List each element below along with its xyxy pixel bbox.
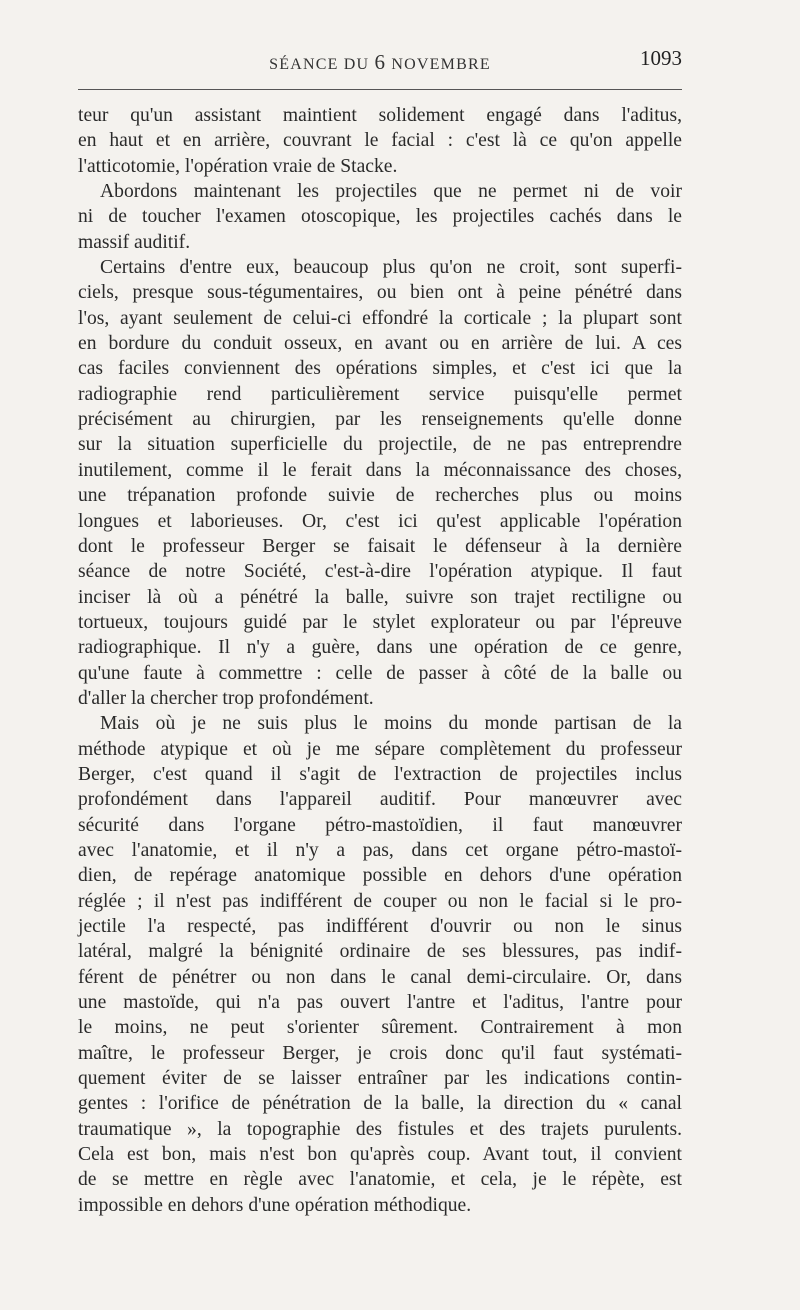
running-head — [78, 50, 682, 75]
text-line: inciser là où a pénétré la balle, suivre son trajet rectiligne ou — [78, 586, 682, 608]
text-line: Berger, c'est quand il s'agit de l'extraction de projectiles inclus — [78, 763, 682, 785]
text-line: d'aller la chercher trop profondément. — [78, 687, 374, 709]
text-line: en bordure du conduit osseux, en avant ou en arrière de lui. A ces — [78, 333, 682, 355]
text-line: jectile l'a respecté, pas indifférent d'ouvrir ou non le sinus — [78, 916, 682, 937]
text-line: traumatique », la topographie des fistules et des trajets purulents. — [78, 1118, 682, 1140]
text-line: férent de pénétrer ou non dans le canal demi-circulaire. Or, dans — [78, 966, 682, 988]
text-line: sur la situation superficielle du projectile, de ne pas entreprendre — [78, 434, 682, 456]
text-line: dien, de repérage anatomique possible en dehors d'une opération — [78, 865, 682, 887]
text-line: ni de toucher l'examen otoscopique, les projectiles cachés dans le — [78, 206, 682, 228]
text-line: une trépanation profonde suivie de recherches plus ou moins — [78, 485, 682, 507]
text-line: gentes : l'orifice de pénétration de la balle, la direction du « canal — [78, 1093, 682, 1115]
text-line: séance de notre Société, c'est-à-dire l'opération atypique. Il faut — [78, 561, 682, 583]
body-text — [78, 103, 682, 1218]
text-line: Mais où je ne suis plus le moins du monde partisan de la — [100, 713, 682, 735]
text-line: sécurité dans l'organe pétro-mastoïdien, il faut manœuvrer — [78, 814, 682, 836]
text-line: profondément dans l'appareil auditif. Pour manœuvrer avec — [78, 789, 682, 811]
paragraph-2 — [78, 179, 682, 255]
paragraph-1 — [78, 103, 682, 179]
text-line: cas faciles conviennent des opérations simples, et c'est ici que la — [78, 358, 682, 380]
text-line: Certains d'entre eux, beaucoup plus qu'on ne croit, sont superfi- — [100, 257, 682, 279]
text-line: maître, le professeur Berger, je crois donc qu'il faut systémati- — [78, 1042, 682, 1064]
text-line: quement éviter de se laisser entraîner par les indications contin- — [78, 1068, 682, 1090]
text-line: longues et laborieuses. Or, c'est ici qu'est applicable l'opération — [78, 510, 682, 532]
text-line: réglée ; il n'est pas indifférent de couper ou non le facial si le pro- — [78, 890, 682, 912]
text-line: teur qu'un assistant maintient solidement engagé dans l'aditus, — [78, 105, 682, 126]
running-head-suffix: NOVEMBRE — [391, 56, 491, 73]
text-line: dont le professeur Berger se faisait le défenseur à la dernière — [78, 535, 682, 557]
text-line: de se mettre en règle avec l'anatomie, et cela, je le répète, est — [78, 1169, 682, 1191]
text-line: latéral, malgré la bénignité ordinaire de ses blessures, pas indif- — [78, 941, 682, 963]
page-number: 1093 — [640, 46, 682, 70]
text-line: radiographique. Il n'y a guère, dans une opération de ce genre, — [78, 637, 682, 659]
text-line: massif auditif. — [78, 231, 191, 253]
text-line: avec l'anatomie, et il n'y a pas, dans cet organe pétro-mastoï- — [78, 839, 682, 861]
text-line: une mastoïde, qui n'a pas ouvert l'antre et l'aditus, l'antre pour — [78, 992, 682, 1014]
text-line: radiographie rend particulièrement service puisqu'elle permet — [78, 383, 682, 405]
text-line: qu'une faute à commettre : celle de passer à côté de la balle ou — [78, 662, 682, 684]
paragraph-4 — [78, 711, 682, 1218]
text-line: méthode atypique et où je me sépare complètement du professeur — [78, 738, 682, 760]
running-head-prefix: SÉANCE DU — [269, 56, 370, 73]
text-line: Cela est bon, mais n'est bon qu'après coup. Avant tout, il convient — [78, 1144, 682, 1166]
text-line: l'atticotomie, l'opération vraie de Stacke. — [78, 155, 398, 177]
text-line: le moins, ne peut s'orienter sûrement. Contrairement à mon — [78, 1017, 682, 1039]
page-header — [78, 44, 682, 84]
header-rule — [78, 89, 682, 90]
text-line: en haut et en arrière, couvrant le facial : c'est là ce qu'on appelle — [78, 130, 682, 152]
running-head-day: 6 — [374, 50, 387, 74]
text-line: l'os, ayant seulement de celui-ci effondré la corticale ; la plupart sont — [78, 307, 682, 329]
text-line: précisément au chirurgien, par les renseignements qu'elle donne — [78, 409, 682, 431]
paragraph-3 — [78, 255, 682, 711]
text-line: ciels, presque sous-tégumentaires, ou bien ont à peine pénétré dans — [78, 282, 682, 304]
text-line: Abordons maintenant les projectiles que ne permet ni de voir — [100, 181, 682, 203]
text-line: tortueux, toujours guidé par le stylet explorateur ou par l'épreuve — [78, 611, 682, 633]
text-line: impossible en dehors d'une opération méthodique. — [78, 1194, 472, 1216]
text-line: inutilement, comme il le ferait dans la méconnaissance des choses, — [78, 459, 682, 481]
